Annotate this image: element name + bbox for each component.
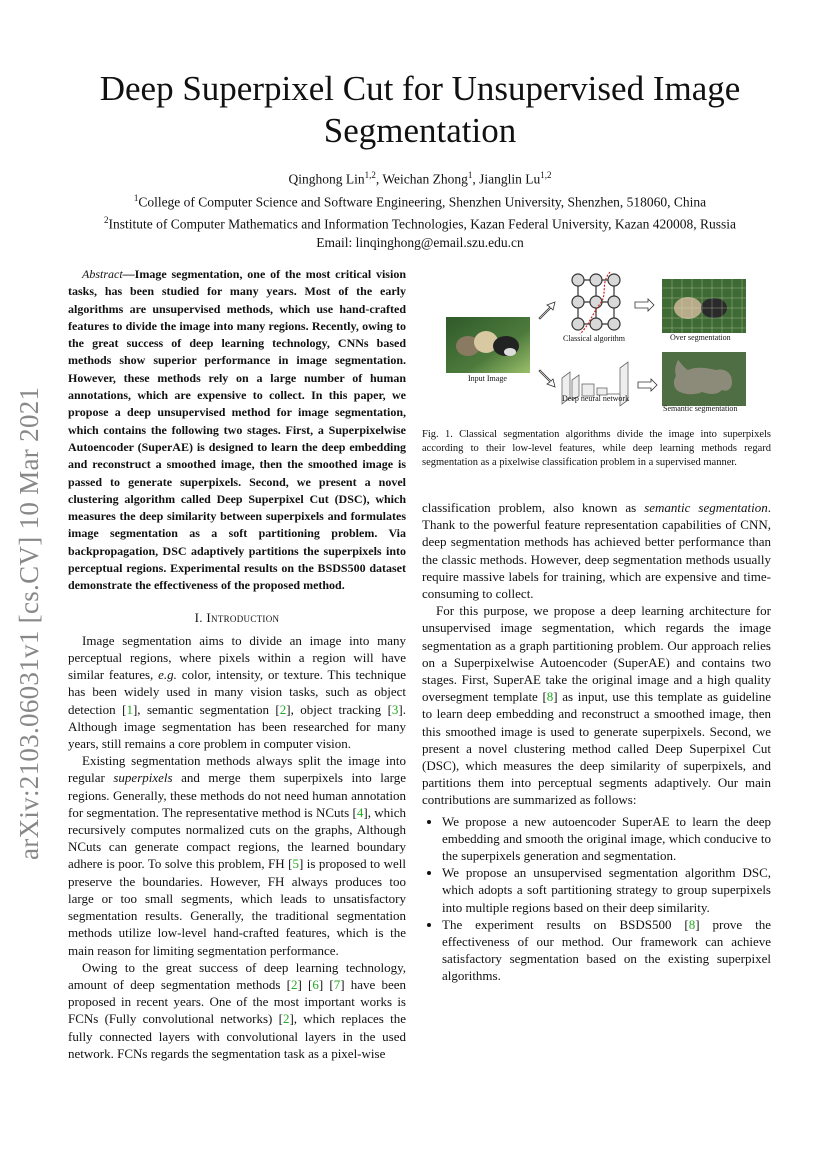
section-heading: [68, 609, 406, 626]
contributions-list: [422, 813, 771, 985]
citation-link[interactable]: 3: [391, 701, 399, 717]
citation-link[interactable]: 7: [333, 976, 341, 992]
arrow-icon: [539, 302, 555, 387]
author-sup: 1,2: [364, 170, 376, 180]
section-number: I.: [194, 609, 203, 625]
affiliation: [60, 189, 780, 212]
figure-label-input: Input Image: [468, 374, 507, 383]
paragraph: For this purpose, we propose a deep learning architecture for unsupervised image segmentation, which regards the image segmentation as a graph partitioning problem. Our approach relies on a Superpixelwise Autoencoder (SuperAE) and contains two stages. First, SuperAE take the original image and a high quality oversegment template [8] as input, use this template as guideline to learn deep embedding and reconstruct a smoothed image, then this smoothed image is used to generate superpixels. Second, we present a novel clustering method called Deep Superpixel Cut (DSC), which measures the deep similarity of superpixels, and partitions them into perceptual segments adaptively. Our main contributions are summarized as follows:: [422, 603, 771, 808]
author-name: Qinghong Lin: [288, 171, 365, 187]
citation-link[interactable]: 8: [688, 916, 696, 932]
paragraph: Existing segmentation methods always split the image into regular superpixels and merge them superpixels into large regions. Generally, these methods do not need human annotation for segmentation. The representative method is NCuts [4], which recursively computes normalized cuts on the graphs, Although NCuts can generate compact regions, the learned boundary adhere is poor. To solve this problem, FH [5] is proposed to well preserve the boundaries. However, FH always produces too large or too small segments, which leads to unsatisfactory segmentation results. Generally, the traditional segmentation methods utilize low-level hand-crafted features, which is the main reason for limiting segmentation performance.: [68, 753, 406, 958]
figure-1: [432, 266, 777, 416]
author-sup: 1: [467, 170, 473, 180]
paragraph: Owing to the great success of deep learning technology, amount of deep segmentation methods [2] [6] [7] have been proposed in recent years. One of the most important works is FCNs (Fully convolutional networks) [2], which replaces the fully connected layers with convolutional layers in the used network. FCNs regards the segmentation task as a pixel-wise: [68, 959, 406, 1061]
author-block: [60, 166, 780, 252]
author-name: Weichan Zhong: [382, 171, 468, 187]
citation-link[interactable]: 5: [292, 856, 299, 872]
figure-label-semantic: Semantic segmentation: [663, 404, 738, 413]
list-item: • The experiment results on BSDS500 [8] prove the effectiveness of our method. Our framework can achieve satisfactory segmentation based on the existing superpixel algorithms.: [442, 916, 771, 985]
citation-link[interactable]: 1: [126, 701, 133, 717]
figure-label-classical: Classical algorithm: [563, 334, 625, 343]
affiliation-text: College of Computer Science and Software Engineering, Shenzhen University, Shenzhen, 518060, China: [138, 194, 707, 209]
citation-link[interactable]: 2: [282, 1011, 290, 1027]
left-column: [68, 266, 406, 1062]
abstract: [68, 266, 406, 595]
paragraph: Image segmentation aims to divide an image into many perceptual regions, where pixels within a region will have similar features, e.g. color, intensity, or texture. This technique has been widely used in many vision tasks, such as object detection [1], semantic segmentation [2], object tracking [3]. Although image segmentation has been researched for many years, still remains a core problem in computer vision.: [68, 632, 406, 752]
figure-label-dnn: Deep neural network: [562, 394, 630, 403]
author-name: Jianglin Lu: [479, 171, 541, 187]
affiliation-sup: 2: [104, 215, 109, 225]
citation-link[interactable]: 8: [546, 689, 554, 705]
arxiv-stamp: arXiv:2103.06031v1 [cs.CV] 10 Mar 2021: [14, 386, 44, 860]
citation-link[interactable]: 4: [356, 804, 364, 820]
paragraph: classification problem, also known as semantic segmentation. Thank to the powerful feature representation capabilities of CNN, deep segmentation methods has achieved better performance than the classic methods. However, deep segmentation methods usually require massive labels for training, which are expensive and time-consuming to collect.: [422, 500, 771, 602]
right-column: [422, 499, 771, 985]
citation-link[interactable]: 6: [312, 976, 319, 992]
abstract-label: Abstract: [82, 267, 123, 281]
affiliation: [60, 211, 780, 234]
citation-link[interactable]: 2: [291, 976, 298, 992]
input-image: [446, 317, 530, 373]
arrow-icon: [635, 299, 657, 391]
author-names: Qinghong Lin$^{1,2}$, Weichan Zhong$^1$, Jianglin Lu$^{1,2}$: [288, 170, 552, 187]
list-item: • We propose an unsupervised segmentation algorithm DSC, which adopts a soft partitioning strategy to group superpixels into multiple regions based on their deep similarity.: [442, 864, 771, 916]
email: Email: linqinghong@email.szu.edu.cn: [316, 234, 524, 250]
over-segmentation-image: [662, 279, 746, 333]
graph-grid-icon: [572, 272, 620, 334]
figure-label-over: Over segmentation: [670, 333, 731, 342]
figure-caption: Fig. 1. Classical segmentation algorithms divide the image into superpixels according to their low-level features, while deep learning methods regard segmentation as a pixelwise classification problem in a supervised manner.: [422, 429, 771, 468]
section-title: Introduction: [206, 609, 280, 625]
semantic-segmentation-image: [662, 352, 746, 406]
affiliation-sup: 1: [133, 192, 139, 203]
author-sup: 1,2: [540, 170, 552, 180]
list-item: • We propose a new autoencoder SuperAE to learn the deep embedding and smooth the original image, which conducive to the superpixels generation and segmentation.: [442, 813, 771, 865]
abstract-text: —Image segmentation, one of the most critical vision tasks, has been studied for many years. Most of the early algorithms are unsupervised methods, which use hand-crafted features to divide the image into many regions. Recently, owing to the great success of deep learning technology, CNNs based methods show superior performance in image segmentation. However, these methods rely on a large number of human annotations, which are expensive to collect. In this paper, we propose a deep unsupervised method for image segmentation, which contains the following two stages. First, a Superpixelwise Autoencoder (SuperAE) is designed to learn the deep embedding and reconstruct a smoothed image, then the smoothed image is passed to generate superpixels. Second, we present a novel clustering algorithm called Deep Superpixel Cut (DSC), which measures the deep similarity between superpixels and formulates image segmentation as a soft partitioning problem. Via backpropagation, DSC adaptively partitions the superpixels into perceptual regions. Experimental results on the BSDS500 dataset demonstrate the effectiveness of the proposed method.: [68, 267, 406, 593]
citation-link[interactable]: 2: [279, 701, 287, 717]
paper-title: Deep Superpixel Cut for Unsupervised Image Segmentation: [99, 69, 741, 150]
affiliation-text: Institute of Computer Mathematics and Information Technologies, Kazan Federal University, Kazan 420008, Russia: [108, 216, 736, 232]
